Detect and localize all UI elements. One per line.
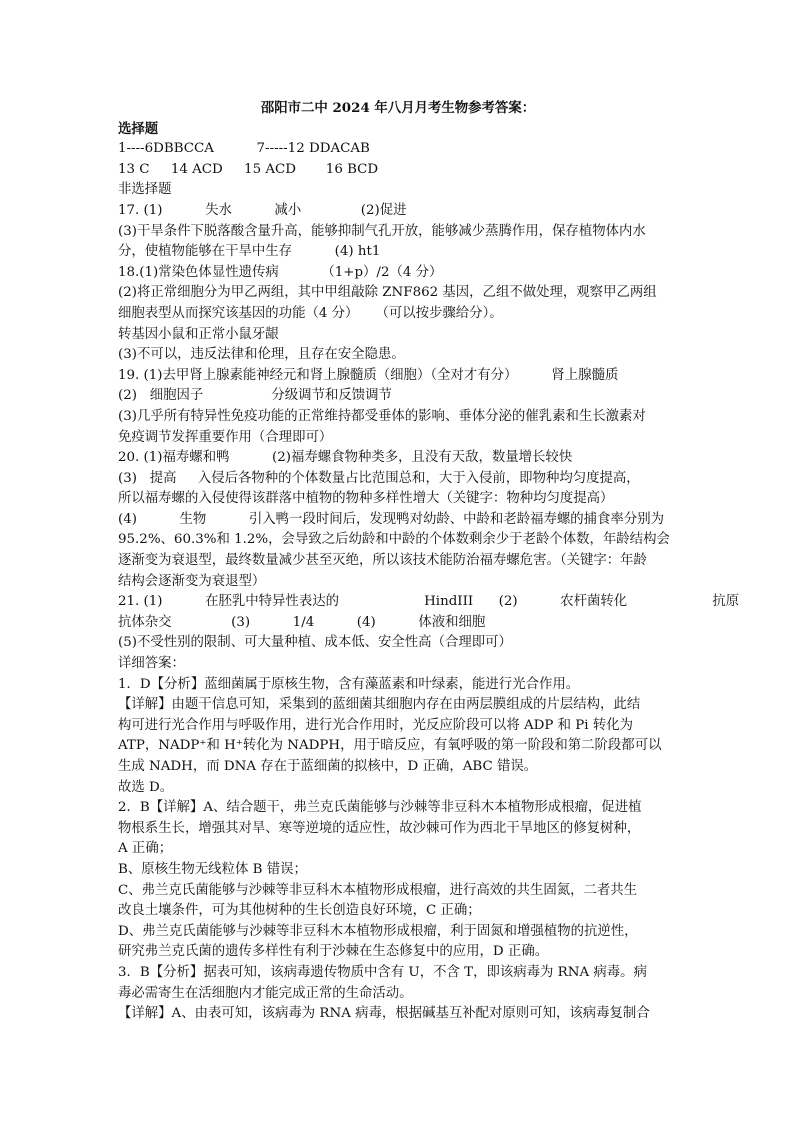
- text-line: 分，使植物能够在干旱中生存 (4) ht1: [118, 244, 381, 260]
- text-line: 研究弗兰克氏菌的遗传多样性有利于沙棘在生态修复中的应用，D 正确。: [118, 944, 549, 960]
- text-line: (3) 提高 入侵后各物种的个体数量占比范围总和，大于入侵前，即物种均匀度提高，: [118, 470, 640, 486]
- answer-document: [118, 98, 740, 1025]
- text-line: (2)将正常细胞分为甲乙两组，其中甲组敲除 ZNF862 基因，乙组不做处理，观察甲乙两组: [118, 285, 657, 301]
- text-line: B、原核生物无线粒体 B 错误；: [118, 861, 307, 877]
- text-line: 改良土壤条件，可为其他树种的生长创造良好环境，C 正确；: [118, 903, 481, 919]
- text-line: 生成 NADH，而 DNA 存在于蓝细菌的拟核中，D 正确，ABC 错误。: [118, 759, 538, 774]
- text-line: 故选 D。: [118, 779, 174, 795]
- text-line: 19. (1)去甲肾上腺素能神经元和肾上腺髓质（细胞）（全对才有分） 肾上腺髓质: [118, 367, 619, 383]
- text-line: 21. (1) 在胚乳中特异性表达的 HindIII (2) 农杆菌转化 抗原: [118, 594, 740, 610]
- text-line: 物根系生长，增强其对旱、寒等逆境的适应性，故沙棘可作为西北干旱地区的修复树种，: [118, 820, 641, 836]
- text-line: 结构会逐渐变为衰退型）: [118, 573, 266, 589]
- text-line: (3)几乎所有特异性免疫功能的正常维持都受垂体的影响、垂体分泌的催乳素和生长激素对: [118, 408, 646, 424]
- text-line: 免疫调节发挥重要作用（合理即可）: [118, 429, 333, 445]
- text-line: (5)不受性别的限制、可大量种植、成本低、安全性高（合理即可）: [118, 635, 512, 651]
- text-line: 【详解】由题干信息可知，采集到的蓝细菌其细胞内存在由两层膜组成的片层结构，此结: [118, 697, 641, 713]
- text-line: 细胞表型从而探究该基因的功能（4 分） （可以按步骤给分）。: [118, 305, 503, 321]
- text-line: 毒必需寄生在活细胞内才能完成正常的生命活动。: [118, 985, 413, 1001]
- answer-lines: [118, 119, 740, 1025]
- text-line: (3)干旱条件下脱落酸含量升高，能够抑制气孔开放，能够减少蒸腾作用，保存植物体内水: [118, 223, 646, 239]
- text-line: 17. (1) 失水 减小 (2)促进: [118, 202, 407, 218]
- text-line: 13 C 14 ACD 15 ACD 16 BCD: [118, 161, 379, 177]
- text-line: 【详解】A、由表可知，该病毒为 RNA 病毒，根据碱基互补配对原则可知，该病毒复制合: [118, 1006, 650, 1022]
- text-line: 18.(1)常染色体显性遗传病 （1+p）/2（4 分）: [118, 264, 443, 280]
- text-line: 非选择题: [118, 182, 172, 198]
- text-line: 2．B【详解】A、结合题干，弗兰克氏菌能够与沙棘等非豆科木本植物形成根瘤，促进植: [118, 800, 642, 816]
- text-line: (3)不可以，违反法律和伦理，且存在安全隐患。: [118, 347, 405, 363]
- document-title: 邵阳市二中 2024 年八月月考生物参考答案：: [260, 100, 536, 116]
- text-line: 构可进行光合作用与呼吸作用，进行光合作用时，光反应阶段可以将 ADP 和 Pi 转化为: [118, 717, 634, 733]
- text-line: (4) 生物 引入鸭一段时间后，发现鸭对幼龄、中龄和老龄福寿螺的捕食率分别为: [118, 511, 664, 527]
- text-line: A 正确；: [118, 841, 173, 857]
- text-line: 所以福寿螺的入侵使得该群落中植物的物种多样性增大（关键字：物种均匀度提高）: [118, 491, 614, 507]
- text-line: 20. (1)福寿螺和鸭 (2)福寿螺食物种类多，且没有天敌，数量增长较快: [118, 450, 573, 466]
- text-line: 1．D【分析】蓝细菌属于原核生物，含有藻蓝素和叶绿素，能进行光合作用。: [118, 676, 580, 692]
- text-line: 选择题: [118, 120, 159, 137]
- text-line: D、弗兰克氏菌能够与沙棘等非豆科木本植物形成根瘤，利于固氮和增强植物的抗逆性，: [118, 923, 638, 939]
- text-line: 逐渐变为衰退型，最终数量减少甚至灭绝，所以该技术能防治福寿螺危害。（关键字：年龄: [118, 553, 647, 569]
- text-line: C、弗兰克氏菌能够与沙棘等非豆科木本植物形成根瘤，进行高效的共生固氮，二者共生: [118, 882, 638, 898]
- text-line: 详细答案：: [118, 656, 185, 672]
- text-line: 1----6DBBCCA 7-----12 DDACAB: [118, 141, 370, 157]
- text-line: ATP，NADP⁺和 H⁺转化为 NADPH，用于暗反应，有氧呼吸的第一阶段和第二阶段都可以: [118, 738, 662, 754]
- text-line: 抗体杂交 (3) 1/4 (4) 体液和细胞: [118, 614, 486, 630]
- text-line: 95.2%、60.3%和 1.2%，会导致之后幼龄和中龄的个体数剩余少于老龄个体数，年龄结构会: [118, 532, 670, 548]
- text-line: 3．B【分析】据表可知，该病毒遗传物质中含有 U，不含 T，即该病毒为 RNA 病毒。病: [118, 964, 647, 980]
- text-line: 转基因小鼠和正常小鼠牙龈: [118, 326, 279, 342]
- text-line: (2) 细胞因子 分级调节和反馈调节: [118, 388, 392, 404]
